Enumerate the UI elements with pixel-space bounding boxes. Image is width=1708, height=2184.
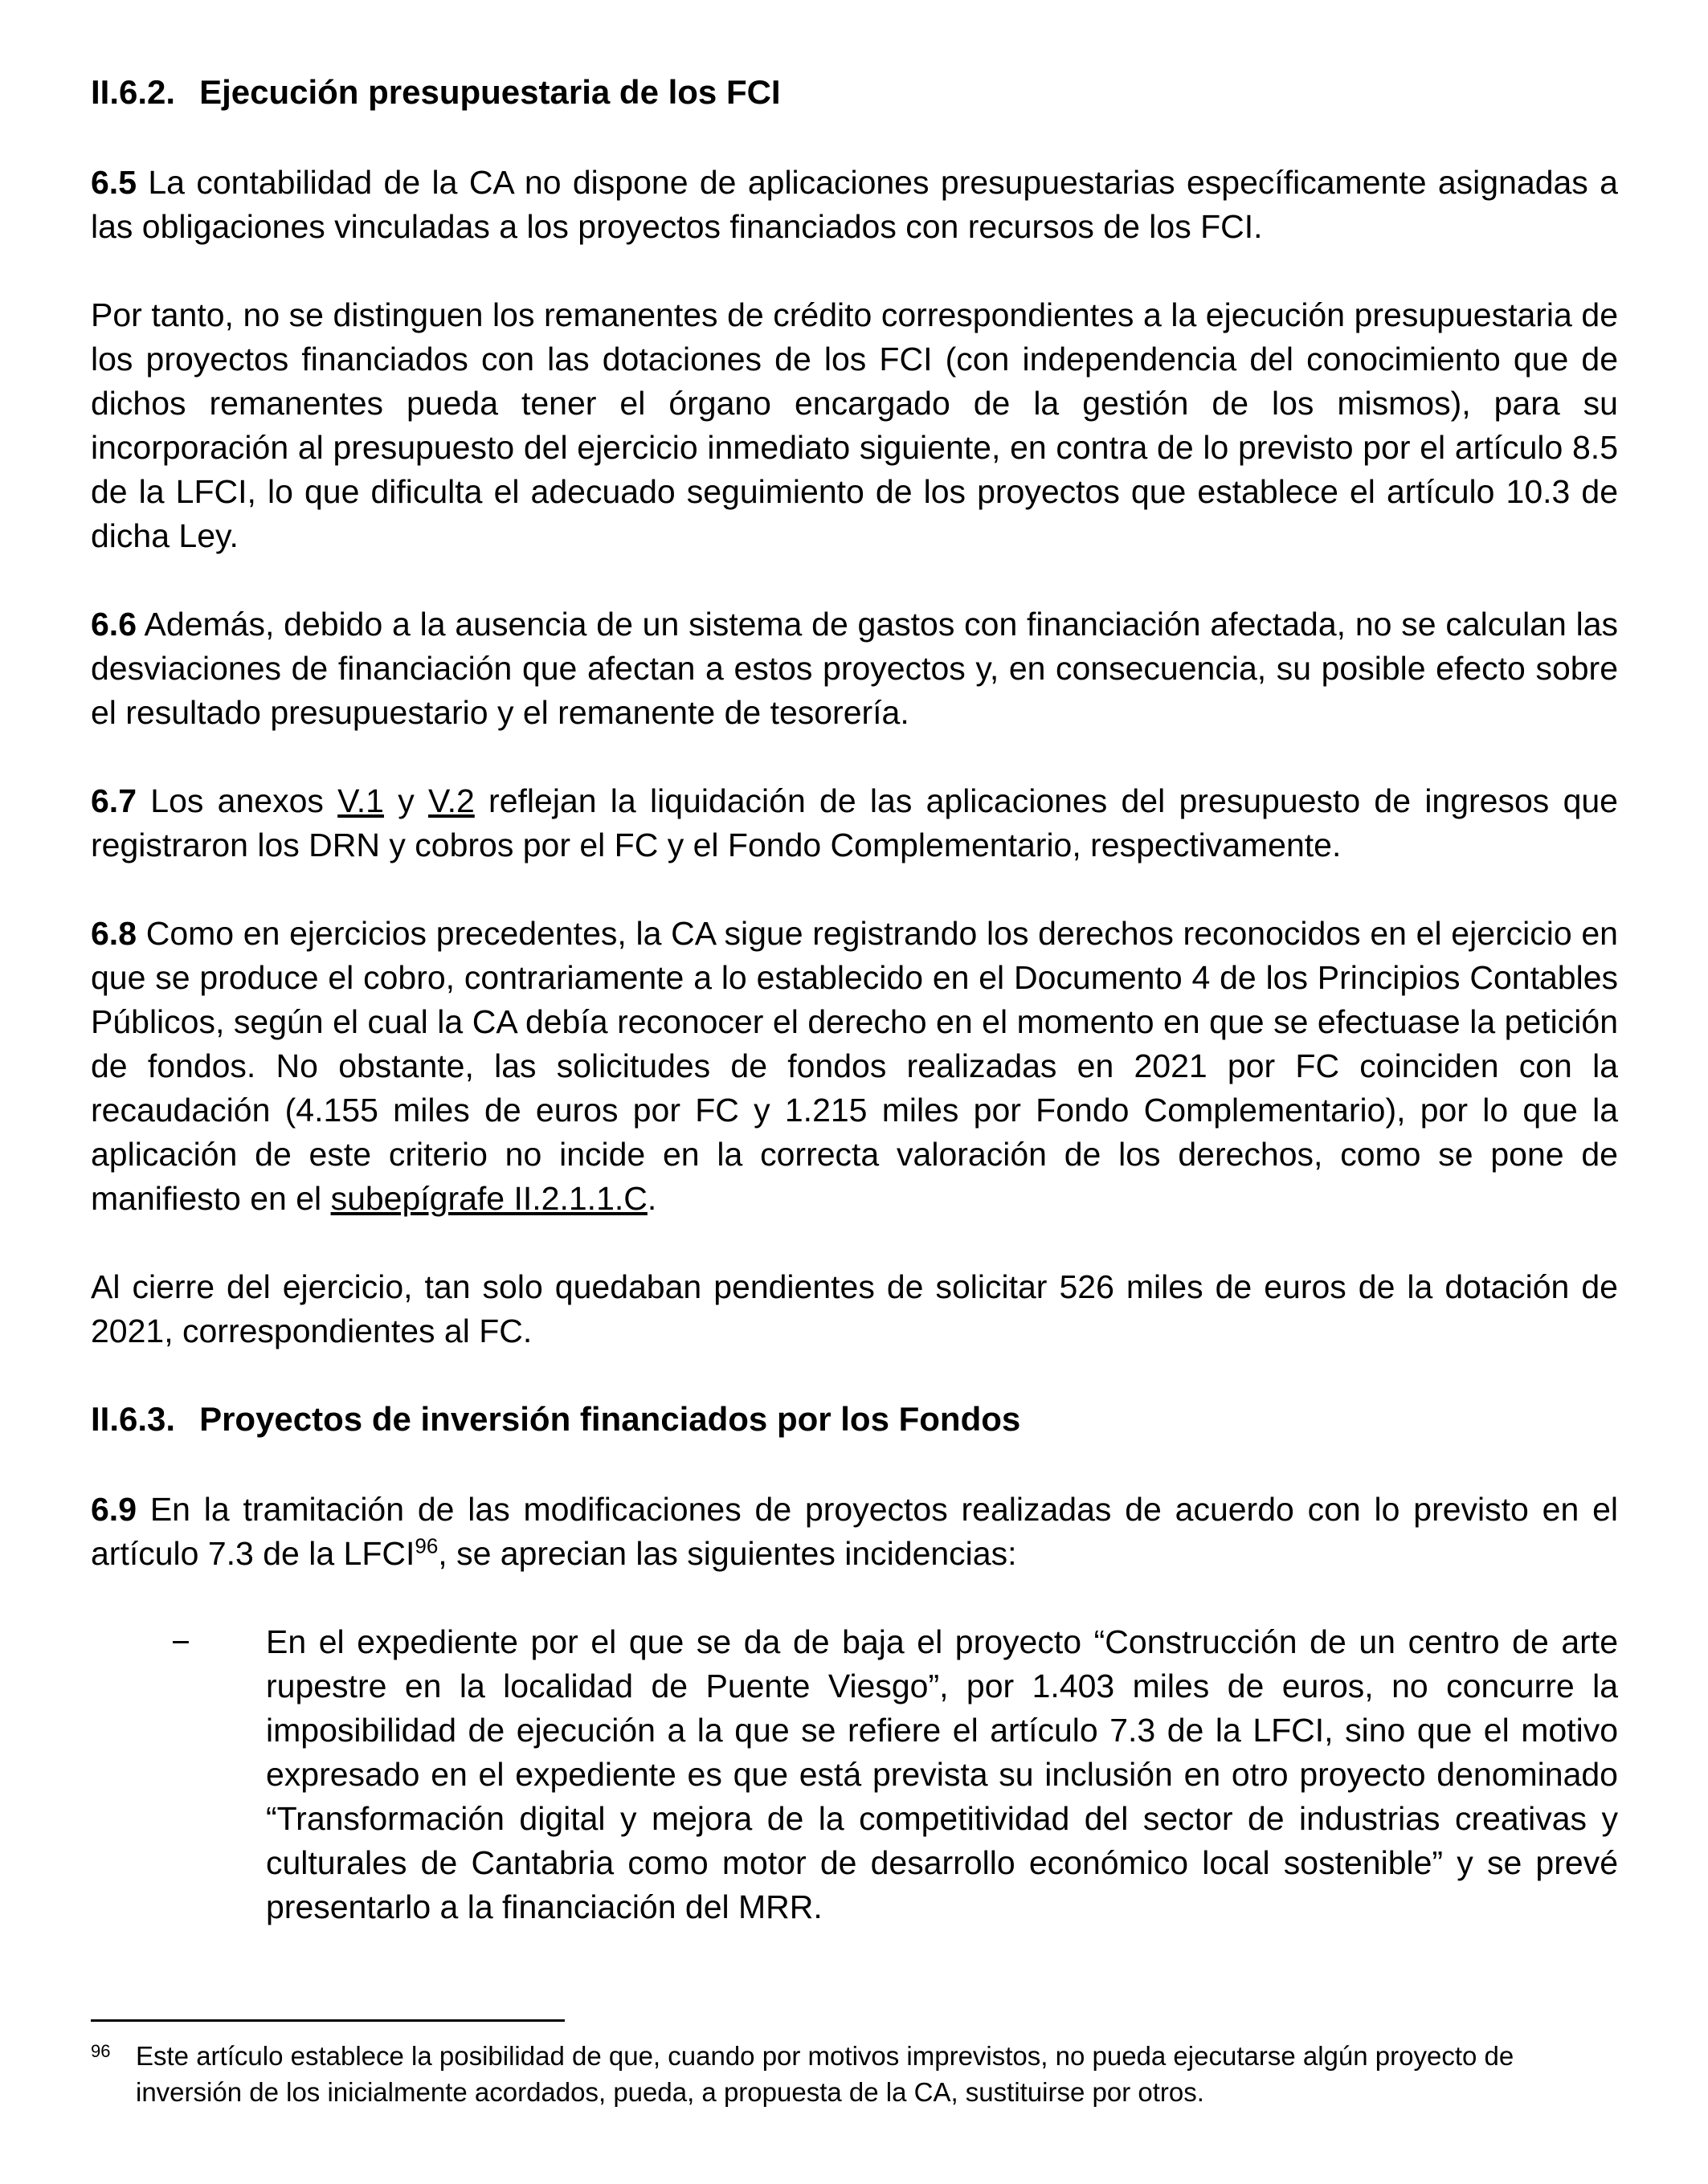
paragraph-6-7 (91, 779, 1618, 867)
annex-v1-link[interactable]: V.1 (337, 782, 384, 819)
paragraph-6-6 (91, 602, 1618, 735)
paragraph-text (91, 782, 1618, 863)
footnote-96-reference[interactable]: 96 (415, 1533, 439, 1558)
paragraph-number: 6.5 (91, 164, 137, 201)
footnote-area (91, 2019, 1618, 2110)
paragraph-6-9 (91, 1488, 1618, 1576)
bullet-dash-marker: − (171, 1623, 190, 1660)
subepigrafe-ii211c-link[interactable]: subepígrafe II.2.1.1.C (330, 1180, 648, 1217)
paragraph-text: Además, debido a la ausencia de un sistema de gastos con financiación afectada, no se calculan las desviaciones de financiación que afectan a estos proyectos y, en consecuencia, su posible efecto sobre el resultado presupuestario y el remanente de tesorería. (91, 606, 1618, 731)
footnote-separator-rule (91, 2019, 565, 2022)
paragraph-text (91, 915, 1618, 1217)
paragraph-text-rest: reflejan la liquidación de las aplicaciones del presupuesto de ingresos que registraron los DRN y cobros por el FC y el Fondo Complementario, respectivamente. (91, 782, 1618, 863)
section-heading-ii-6-3 (91, 1398, 1618, 1441)
paragraph-text: La contabilidad de la CA no dispone de aplicaciones presupuestarias específicamente asignadas a las obligaciones vinculadas a los proyectos financiados con recursos de los FCI. (91, 164, 1618, 245)
paragraph-text-lead: Los anexos (150, 782, 338, 819)
paragraph-text: Por tanto, no se distinguen los remanentes de crédito correspondientes a la ejecución presupuestaria de los proyectos financiados con las dotaciones de los FCI (con independencia del conocimiento que de dichos remanentes pueda tener el órgano encargado de la gestión de los mismos), para su incorporación al presupuesto del ejercicio inmediato siguiente, en contra de lo previsto por el artículo 8.5 de la LFCI, lo que dificulta el adecuado seguimiento de los proyectos que establece el artículo 10.3 de dicha Ley. (91, 296, 1618, 554)
paragraph-number: 6.8 (91, 915, 137, 952)
paragraph-text-tail: . (647, 1180, 657, 1217)
paragraph-6-8 (91, 912, 1618, 1221)
paragraph-6-8-continuation (91, 1265, 1618, 1353)
document-content (91, 71, 1618, 1974)
paragraph-6-5-continuation (91, 293, 1618, 558)
paragraph-text: Al cierre del ejercicio, tan solo quedaban pendientes de solicitar 526 miles de euros de la dotación de 2021, correspondientes al FC. (91, 1268, 1618, 1349)
paragraph-number: 6.7 (91, 782, 137, 819)
section-number: II.6.3. (91, 1400, 176, 1438)
footnote-number: 96 (91, 2041, 111, 2061)
paragraph-number: 6.9 (91, 1491, 137, 1528)
section-title: Ejecución presupuestaria de los FCI (199, 73, 781, 111)
section-heading-ii-6-2 (91, 71, 1618, 114)
paragraph-text-tail: , se aprecian las siguientes incidencias: (438, 1535, 1017, 1572)
annex-v2-link[interactable]: V.2 (428, 782, 475, 819)
section-title: Proyectos de inversión financiados por los Fondos (199, 1400, 1021, 1438)
paragraph-6-5 (91, 161, 1618, 249)
bullet-item-puente-viesgo (171, 1620, 1618, 1929)
paragraph-text-lead: Como en ejercicios precedentes, la CA sigue registrando los derechos reconocidos en el ejercicio en que se produce el cobro, contrariamente a lo establecido en el Documento 4 de los Principios Contables Públicos, según el cual la CA debía reconocer el derecho en el momento en que se efectuase la petición de fondos. No obstante, las solicitudes de fondos realizadas en 2021 por FC coinciden con la recaudación (4.155 miles de euros por FC y 1.215 miles por Fondo Complementario), por lo que la aplicación de este criterio no incide en la correcta valoración de los derechos, como se pone de manifiesto en el (91, 915, 1618, 1217)
paragraph-number: 6.6 (91, 606, 137, 643)
footnote-96 (91, 2038, 1618, 2110)
paragraph-text-lead: En la tramitación de las modificaciones de proyectos realizadas de acuerdo con lo previsto en el artículo 7.3 de la LFCI (91, 1491, 1618, 1572)
footnote-text: Este artículo establece la posibilidad de que, cuando por motivos imprevistos, no pueda ejecutarse algún proyecto de inversión de los inicialmente acordados, pueda, a propuesta de la CA, sustituirse por otros. (136, 2041, 1514, 2107)
section-number: II.6.2. (91, 73, 176, 111)
paragraph-text (91, 1491, 1618, 1572)
bullet-text: En el expediente por el que se da de baja el proyecto “Construcción de un centro de arte rupestre en la localidad de Puente Viesgo”, por 1.403 miles de euros, no concurre la imposibilidad de ejecución a la que se refiere el artículo 7.3 de la LFCI, sino que el motivo expresado en el expediente es que está prevista su inclusión en otro proyecto denominado “Transformación digital y mejora de la competitividad del sector de industrias creativas y culturales de Cantabria como motor de desarrollo económico local sostenible” y se prevé presentarlo a la financiación del MRR. (266, 1623, 1618, 1925)
paragraph-text-mid: y (383, 782, 428, 819)
